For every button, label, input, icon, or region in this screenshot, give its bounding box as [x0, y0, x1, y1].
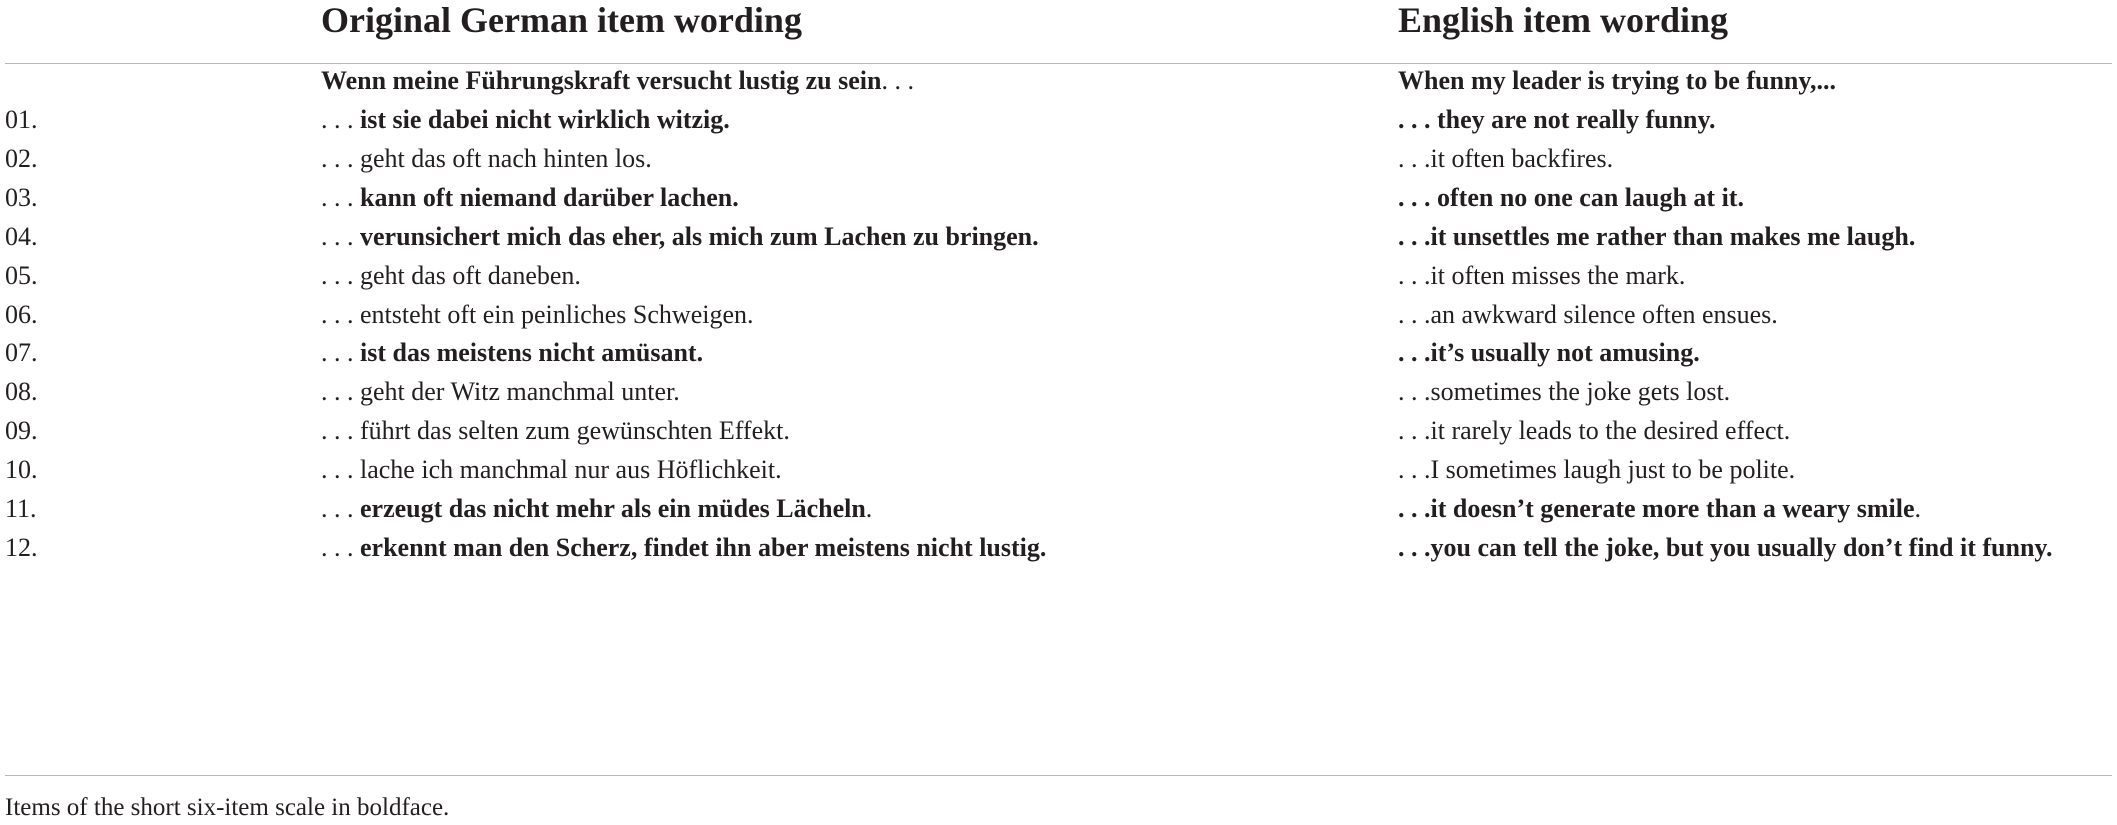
- intro-english: When my leader is trying to be funny,...: [1398, 66, 1836, 95]
- header-german: Original German item wording: [321, 0, 802, 40]
- item-text: it often misses the mark.: [1430, 260, 1686, 290]
- table-row: [5, 522, 2112, 574]
- item-number: 12.: [5, 532, 38, 562]
- item-ellipsis: . . .: [321, 377, 360, 407]
- item-number: 11.: [5, 494, 37, 523]
- item-ellipsis: . . .: [1398, 299, 1431, 329]
- item-number: 10.: [5, 455, 38, 485]
- item-punctuation: .: [1914, 494, 1922, 523]
- item-text: ist das meistens nicht amüsant.: [360, 338, 704, 368]
- item-text: erkennt man den Scherz, findet ihn aber meistens nicht lustig.: [360, 532, 1047, 562]
- item-number: 09.: [5, 416, 38, 446]
- item-ellipsis: . . .: [321, 143, 360, 173]
- item-ellipsis: . . .: [1398, 182, 1437, 212]
- item-text: sometimes the joke gets lost.: [1430, 377, 1731, 407]
- header-english: English item wording: [1398, 0, 1729, 40]
- item-ellipsis: . . .: [321, 494, 360, 523]
- item-number: 02.: [5, 143, 38, 173]
- item-ellipsis: . . .: [321, 416, 360, 446]
- item-ellipsis: . . .: [321, 532, 360, 562]
- item-ellipsis: . . .: [1398, 494, 1431, 523]
- item-number: 04.: [5, 221, 38, 251]
- table-footnote: Items of the short six-item scale in boldface.: [5, 794, 450, 821]
- item-ellipsis: . . .: [1398, 105, 1437, 134]
- item-ellipsis: . . .: [1398, 338, 1431, 368]
- intro-german-stem: Wenn meine Führungskraft versucht lustig zu sein: [321, 66, 882, 95]
- item-number: 03.: [5, 182, 38, 212]
- item-text: geht das oft nach hinten los.: [360, 143, 652, 173]
- item-text: often no one can laugh at it.: [1437, 182, 1744, 212]
- item-number: 05.: [5, 260, 38, 290]
- item-text: it rarely leads to the desired effect.: [1430, 416, 1791, 446]
- item-number: 06.: [5, 299, 38, 329]
- item-text: I sometimes laugh just to be polite.: [1430, 455, 1796, 485]
- item-text: kann oft niemand darüber lachen.: [360, 182, 739, 212]
- intro-german-tail: . . .: [881, 66, 914, 95]
- item-text: führt das selten zum gewünschten Effekt.: [360, 416, 790, 446]
- item-text: it doesn’t generate more than a weary smile: [1430, 494, 1915, 523]
- bottom-rule: [5, 775, 2112, 776]
- item-ellipsis: . . .: [321, 105, 360, 134]
- item-ellipsis: . . .: [321, 182, 360, 212]
- item-text: you can tell the joke, but you usually don’t find it funny.: [1430, 532, 2053, 562]
- item-ellipsis: . . .: [321, 260, 360, 290]
- item-punctuation: .: [865, 494, 873, 523]
- item-text: ist sie dabei nicht wirklich witzig.: [360, 105, 730, 134]
- item-ellipsis: . . .: [1398, 377, 1431, 407]
- item-ellipsis: . . .: [321, 221, 360, 251]
- item-ellipsis: . . .: [321, 299, 360, 329]
- item-ellipsis: . . .: [321, 338, 360, 368]
- item-text: entsteht oft ein peinliches Schweigen.: [360, 299, 754, 329]
- item-ellipsis: . . .: [1398, 532, 1431, 562]
- item-ellipsis: . . .: [1398, 221, 1431, 251]
- item-ellipsis: . . .: [1398, 416, 1431, 446]
- item-text: erzeugt das nicht mehr als ein müdes Lächeln: [360, 494, 866, 523]
- item-number: 08.: [5, 377, 38, 407]
- item-ellipsis: . . .: [1398, 455, 1431, 485]
- item-text: lache ich manchmal nur aus Höflichkeit.: [360, 455, 782, 485]
- item-wording-table: [5, 0, 2112, 821]
- item-text: an awkward silence often ensues.: [1430, 299, 1778, 329]
- item-ellipsis: . . .: [1398, 143, 1431, 173]
- item-text: it unsettles me rather than makes me laugh.: [1430, 221, 1916, 251]
- item-ellipsis: . . .: [321, 455, 360, 485]
- item-number: 07.: [5, 338, 38, 368]
- item-text: verunsichert mich das eher, als mich zum Lachen zu bringen.: [360, 221, 1039, 251]
- german-item: [321, 522, 1046, 574]
- item-ellipsis: . . .: [1398, 260, 1431, 290]
- item-text: it’s usually not amusing.: [1430, 338, 1700, 368]
- item-number: 01.: [5, 105, 38, 134]
- item-text: they are not really funny.: [1437, 105, 1716, 134]
- item-text: geht das oft daneben.: [360, 260, 581, 290]
- item-text: it often backfires.: [1430, 143, 1614, 173]
- english-item: [1398, 522, 2052, 574]
- item-text: geht der Witz manchmal unter.: [360, 377, 680, 407]
